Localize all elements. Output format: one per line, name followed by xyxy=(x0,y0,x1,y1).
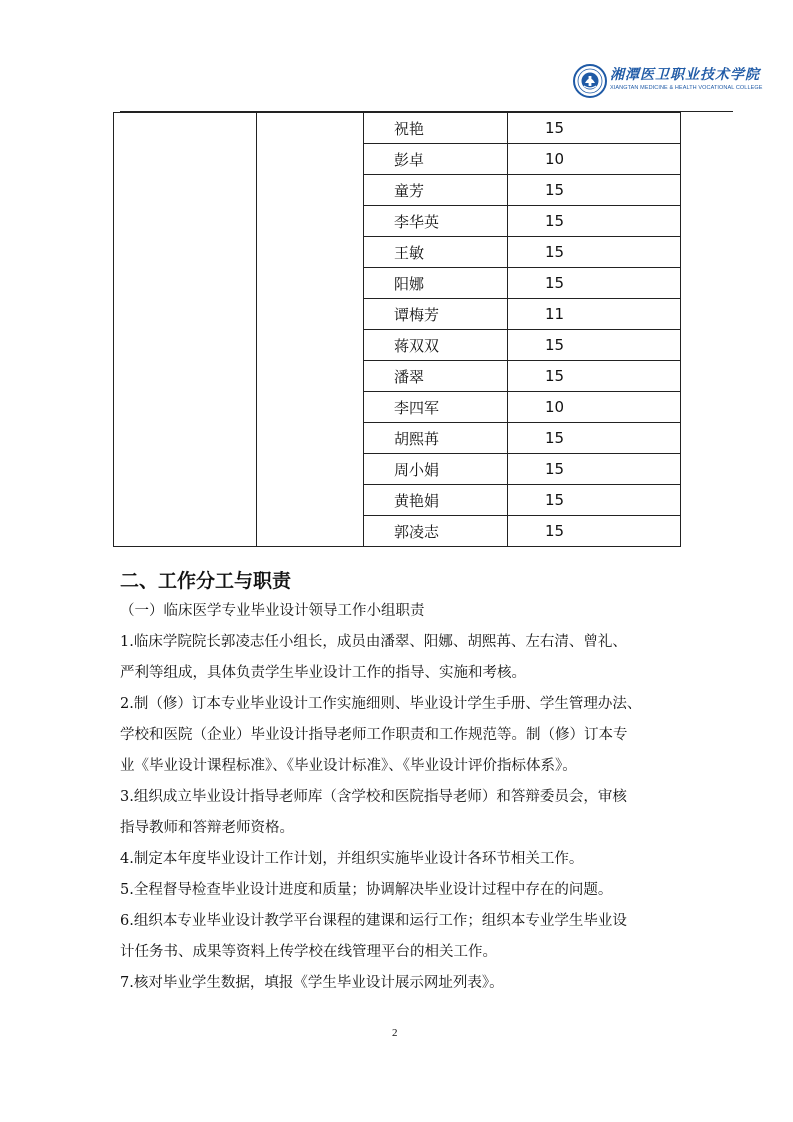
duty-line: 计任务书、成果等资料上传学校在线管理平台的相关工作。 xyxy=(120,944,497,960)
duty-line: 1.临床学院院长郭凌志任小组长，成员由潘翠、阳娜、胡熙苒、左右清、曾礼、 xyxy=(120,634,627,650)
duty-item xyxy=(120,844,685,875)
teacher-name-cell: 童芳 xyxy=(364,175,508,206)
student-count-cell: 15 xyxy=(508,206,681,237)
teacher-name-cell: 郭凌志 xyxy=(364,516,508,547)
duty-list xyxy=(120,627,685,999)
teacher-name-cell: 祝艳 xyxy=(364,113,508,144)
duty-item xyxy=(120,906,685,968)
teacher-name-cell: 蒋双双 xyxy=(364,330,508,361)
merged-cell-role xyxy=(257,113,364,547)
student-count-cell: 10 xyxy=(508,144,681,175)
duty-line: 7.核对毕业学生数据，填报《学生毕业设计展示网址列表》。 xyxy=(120,975,504,991)
student-count-cell: 15 xyxy=(508,268,681,299)
teacher-name-cell: 李四军 xyxy=(364,392,508,423)
duty-line: 6.组织本专业毕业设计教学平台课程的建课和运行工作；组织本专业学生毕业设 xyxy=(120,913,627,929)
duty-item xyxy=(120,875,685,906)
student-count-cell: 15 xyxy=(508,454,681,485)
table-row xyxy=(114,113,681,144)
teacher-name-cell: 谭梅芳 xyxy=(364,299,508,330)
teacher-name-cell: 周小娟 xyxy=(364,454,508,485)
student-count-cell: 15 xyxy=(508,237,681,268)
duty-line: 业《毕业设计课程标准》、《毕业设计标准》、《毕业设计评价指标体系》。 xyxy=(120,758,577,774)
teacher-name-cell: 黄艳娟 xyxy=(364,485,508,516)
student-count-cell: 15 xyxy=(508,516,681,547)
student-count-cell: 11 xyxy=(508,299,681,330)
section-title: 二、工作分工与职责 xyxy=(120,570,292,592)
duty-item xyxy=(120,689,685,782)
college-name xyxy=(610,66,763,92)
duty-line: 指导教师和答辩老师资格。 xyxy=(120,820,294,836)
teacher-name-cell: 彭卓 xyxy=(364,144,508,175)
student-count-cell: 15 xyxy=(508,361,681,392)
teacher-name-cell: 王敏 xyxy=(364,237,508,268)
student-count-cell: 15 xyxy=(508,423,681,454)
duty-line: 5.全程督导检查毕业设计进度和质量；协调解决毕业设计过程中存在的问题。 xyxy=(120,882,613,898)
page-header xyxy=(0,0,793,112)
student-count-cell: 10 xyxy=(508,392,681,423)
student-count-cell: 15 xyxy=(508,485,681,516)
college-logo-icon xyxy=(573,64,607,98)
college-name-en: XIANGTAN MEDICINE & HEALTH VOCATIONAL COLLEGE xyxy=(610,85,763,91)
student-count-cell: 15 xyxy=(508,175,681,206)
merged-cell-group xyxy=(114,113,257,547)
duty-item xyxy=(120,627,685,689)
student-count-cell: 15 xyxy=(508,330,681,361)
duty-item xyxy=(120,968,685,999)
duty-line: 严利等组成，具体负责学生毕业设计工作的指导、实施和考核。 xyxy=(120,665,526,681)
teacher-name-cell: 阳娜 xyxy=(364,268,508,299)
duty-line: 2.制（修）订本专业毕业设计工作实施细则、毕业设计学生手册、学生管理办法、 xyxy=(120,696,642,712)
supervisor-table xyxy=(113,112,681,547)
teacher-name-cell: 李华英 xyxy=(364,206,508,237)
subtitle-line: （一）临床医学专业毕业设计领导工作小组职责 xyxy=(120,603,425,619)
duty-line: 3.组织成立毕业设计指导老师库（含学校和医院指导老师）和答辩委员会，审核 xyxy=(120,789,627,805)
college-name-cn: 湘潭医卫职业技术学院 xyxy=(610,67,760,83)
duty-line: 4.制定本年度毕业设计工作计划，并组织实施毕业设计各环节相关工作。 xyxy=(120,851,584,867)
duty-item xyxy=(120,782,685,844)
page-number: 2 xyxy=(392,1027,398,1039)
teacher-name-cell: 胡熙苒 xyxy=(364,423,508,454)
teacher-name-cell: 潘翠 xyxy=(364,361,508,392)
student-count-cell: 15 xyxy=(508,113,681,144)
duty-line: 学校和医院（企业）毕业设计指导老师工作职责和工作规范等。制（修）订本专 xyxy=(120,727,628,743)
section-subtitle xyxy=(120,596,685,627)
